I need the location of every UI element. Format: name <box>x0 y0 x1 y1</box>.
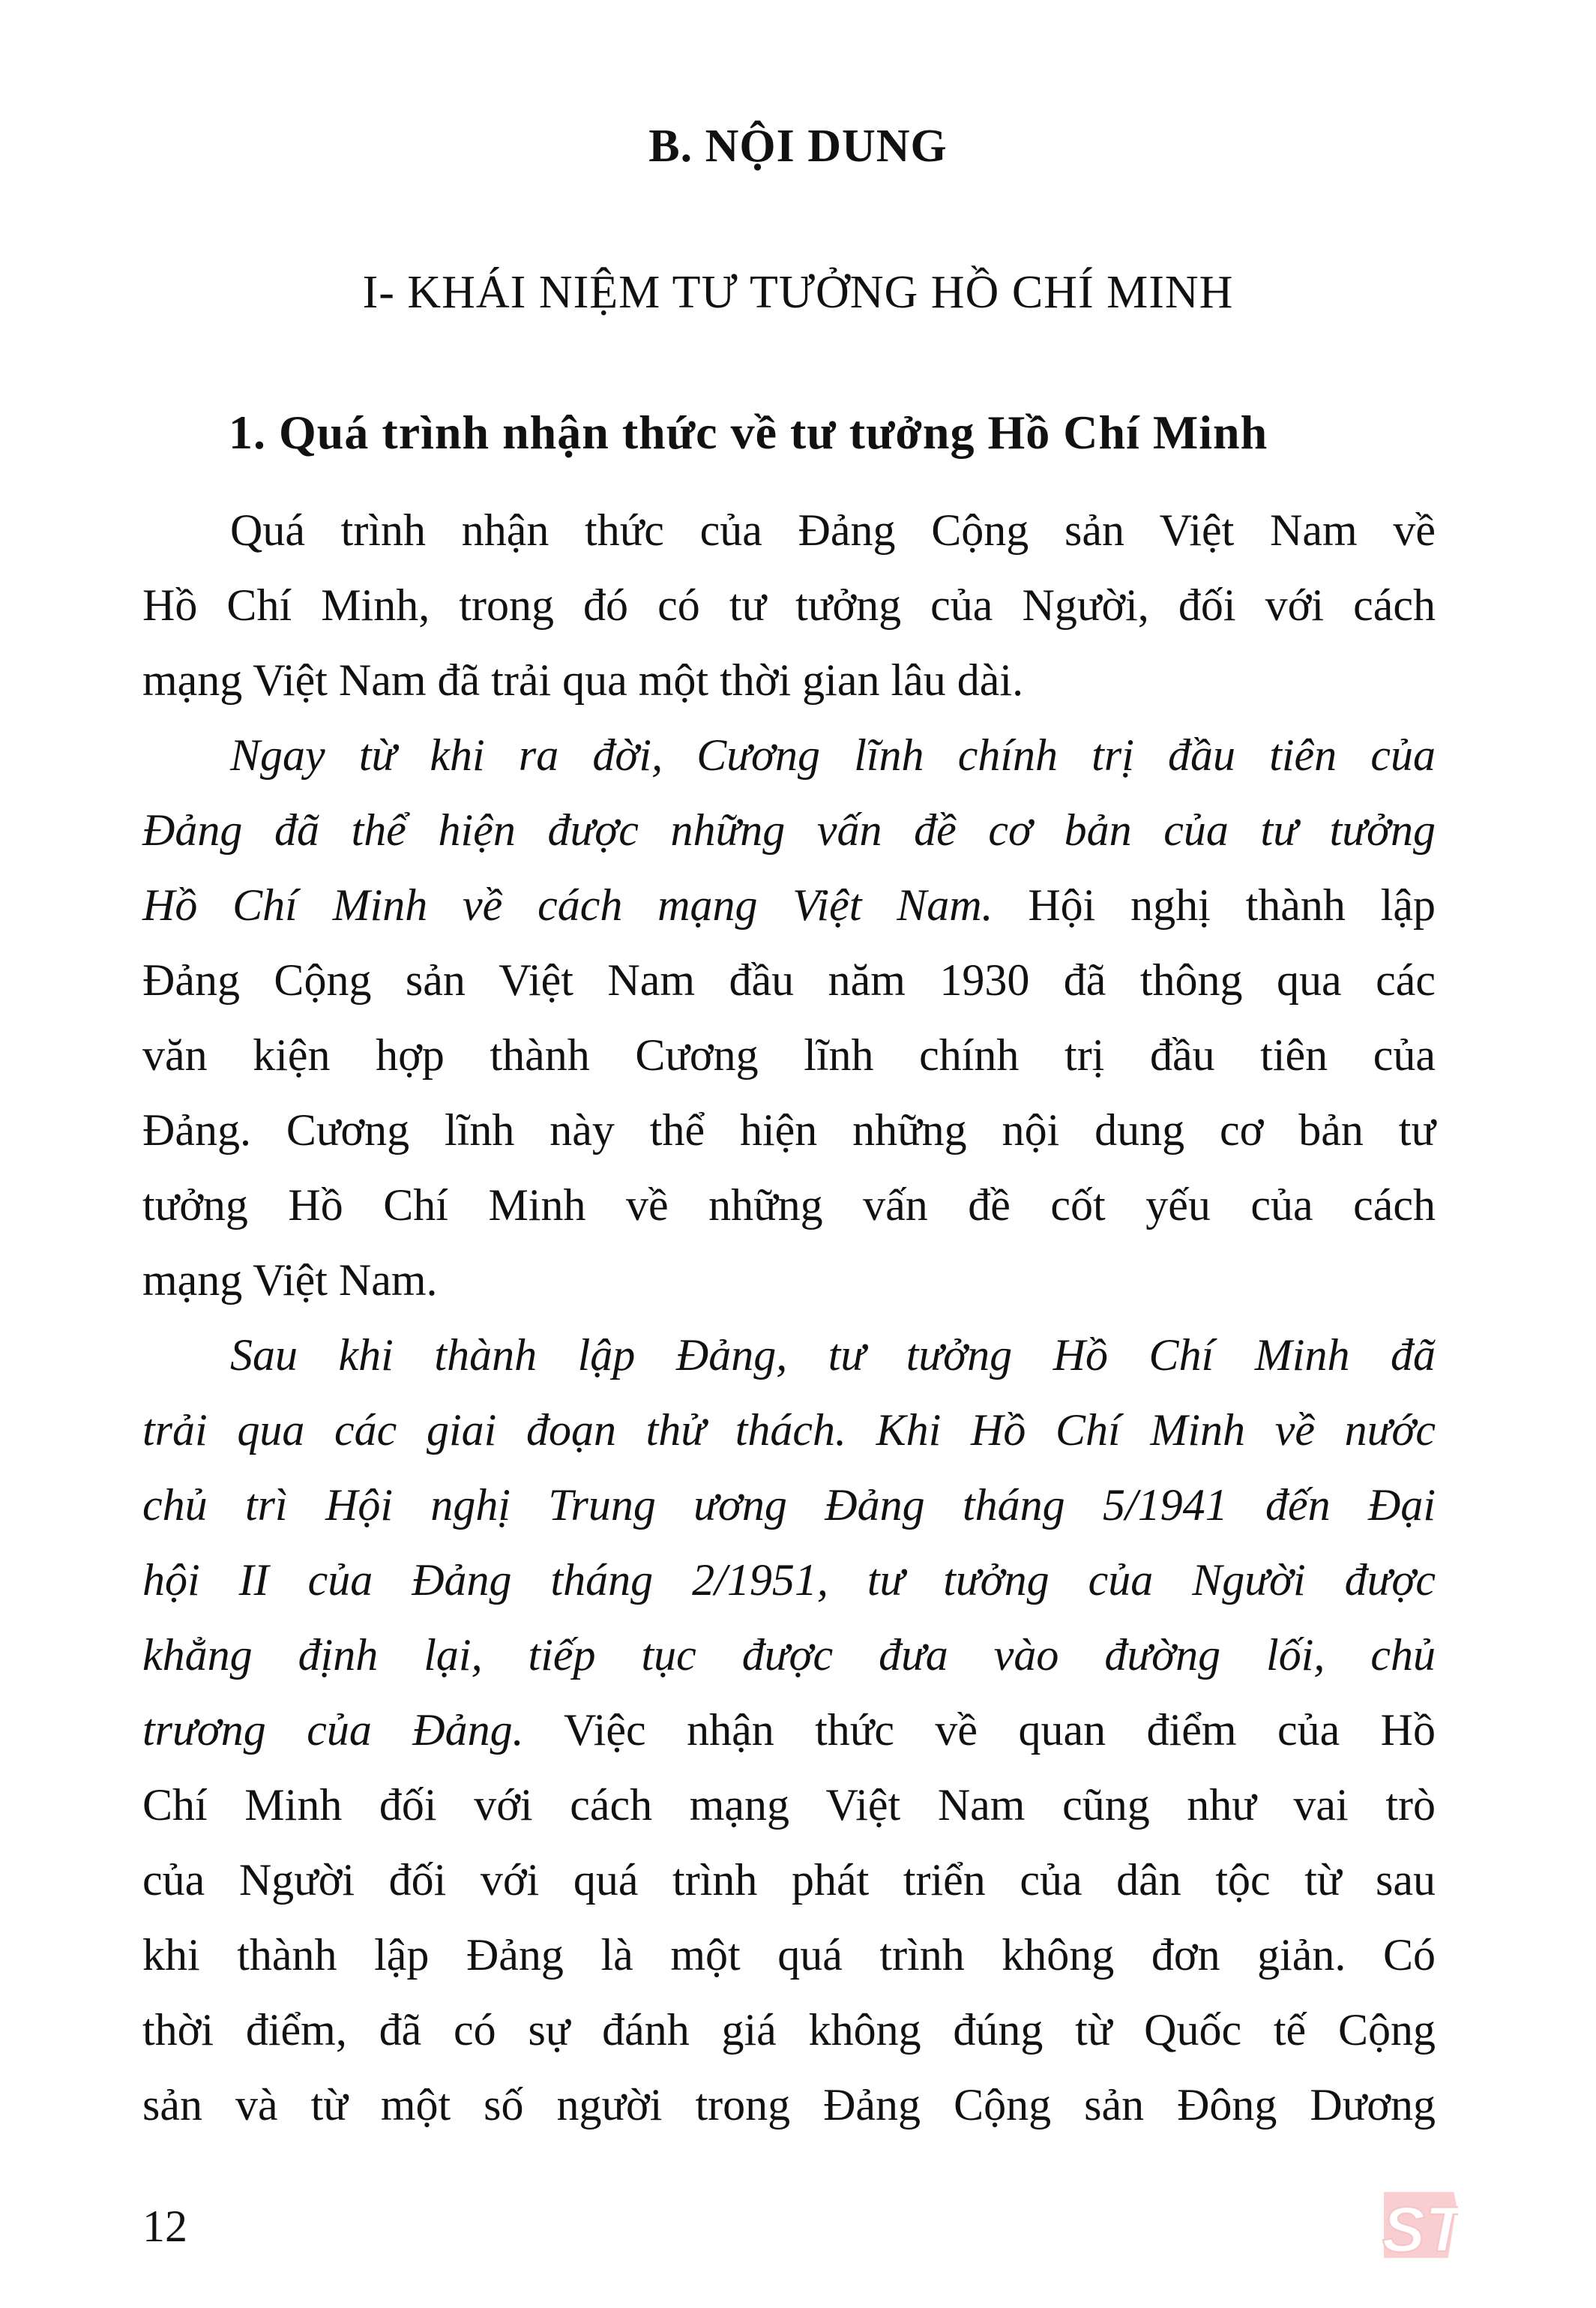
text-line <box>142 2067 1436 2142</box>
section-heading: I- KHÁI NIỆM TƯ TƯỞNG HỒ CHÍ MINH <box>362 267 1234 318</box>
svg-text:ST: ST <box>1382 2193 1458 2265</box>
text-segment: Đảng. Cương lĩnh này thể hiện những nội dung cơ bản tư <box>142 1105 1436 1155</box>
italic-text-segment: trương của Đảng. <box>142 1705 524 1755</box>
text-line <box>142 1842 1436 1917</box>
text-segment: sản và từ một số người trong Đảng Cộng sản Đông Dương <box>142 2080 1436 2130</box>
italic-text-segment: chủ trì Hội nghị Trung ương Đảng tháng 5/1941 đến Đại <box>142 1480 1436 1530</box>
text-line <box>142 1242 1436 1317</box>
page-number: 12 <box>142 2202 187 2251</box>
text-segment: Hồ Chí Minh, trong đó có tư tưởng của Người, đối với cách <box>142 580 1436 630</box>
text-line <box>142 493 1436 568</box>
text-segment: thời điểm, đã có sự đánh giá không đúng từ Quốc tế Cộng <box>142 2005 1436 2055</box>
subsection-heading: 1. Quá trình nhận thức về tư tưởng Hồ Chí Minh <box>229 406 1268 459</box>
text-line <box>142 1617 1436 1692</box>
text-line <box>142 1093 1436 1167</box>
text-line <box>142 793 1436 868</box>
text-line <box>142 568 1436 643</box>
text-line <box>142 1767 1436 1842</box>
text-line <box>142 1917 1436 1992</box>
text-line <box>142 1542 1436 1617</box>
text-segment: của Người đối với quá trình phát triển của dân tộc từ sau <box>142 1855 1436 1905</box>
italic-text-segment: trải qua các giai đoạn thử thách. Khi Hồ Chí Minh về nước <box>142 1405 1436 1455</box>
text-line <box>142 718 1436 793</box>
text-segment: khi thành lập Đảng là một quá trình không đơn giản. Có <box>142 1930 1436 1980</box>
text-segment: tưởng Hồ Chí Minh về những vấn đề cốt yếu của cách <box>142 1180 1436 1230</box>
italic-text-segment: Sau khi thành lập Đảng, tư tưởng Hồ Chí Minh đã <box>230 1330 1436 1380</box>
text-segment: Đảng Cộng sản Việt Nam đầu năm 1930 đã thông qua các <box>142 955 1436 1005</box>
text-segment: mạng Việt Nam. <box>142 1255 438 1305</box>
text-segment: văn kiện hợp thành Cương lĩnh chính trị đầu tiên của <box>142 1030 1436 1080</box>
text-line <box>142 643 1436 718</box>
text-line <box>142 1992 1436 2067</box>
text-line <box>142 1692 1436 1767</box>
text-line <box>142 1018 1436 1093</box>
text-line <box>142 943 1436 1018</box>
text-segment: Hội nghị thành lập <box>993 880 1436 930</box>
italic-text-segment: khẳng định lại, tiếp tục được đưa vào đường lối, chủ <box>142 1630 1436 1680</box>
text-line <box>142 1467 1436 1542</box>
text-line <box>142 1167 1436 1242</box>
text-segment: Chí Minh đối với cách mạng Việt Nam cũng như vai trò <box>142 1780 1436 1830</box>
text-segment: Quá trình nhận thức của Đảng Cộng sản Việt Nam về <box>230 505 1436 555</box>
body-text <box>142 493 1436 2142</box>
text-line <box>142 868 1436 943</box>
text-segment: Việc nhận thức về quan điểm của Hồ <box>523 1705 1436 1755</box>
italic-text-segment: hội II của Đảng tháng 2/1951, tư tưởng của Người được <box>142 1555 1436 1605</box>
italic-text-segment: Đảng đã thể hiện được những vấn đề cơ bản của tư tưởng <box>142 805 1436 855</box>
italic-text-segment: Ngay từ khi ra đời, Cương lĩnh chính trị đầu tiên của <box>230 730 1436 780</box>
text-line <box>142 1317 1436 1392</box>
publisher-logo-icon <box>1376 2182 1458 2265</box>
italic-text-segment: Hồ Chí Minh về cách mạng Việt Nam. <box>142 880 993 930</box>
chapter-title: B. NỘI DUNG <box>648 121 948 172</box>
text-line <box>142 1392 1436 1467</box>
text-segment: mạng Việt Nam đã trải qua một thời gian lâu dài. <box>142 655 1024 705</box>
